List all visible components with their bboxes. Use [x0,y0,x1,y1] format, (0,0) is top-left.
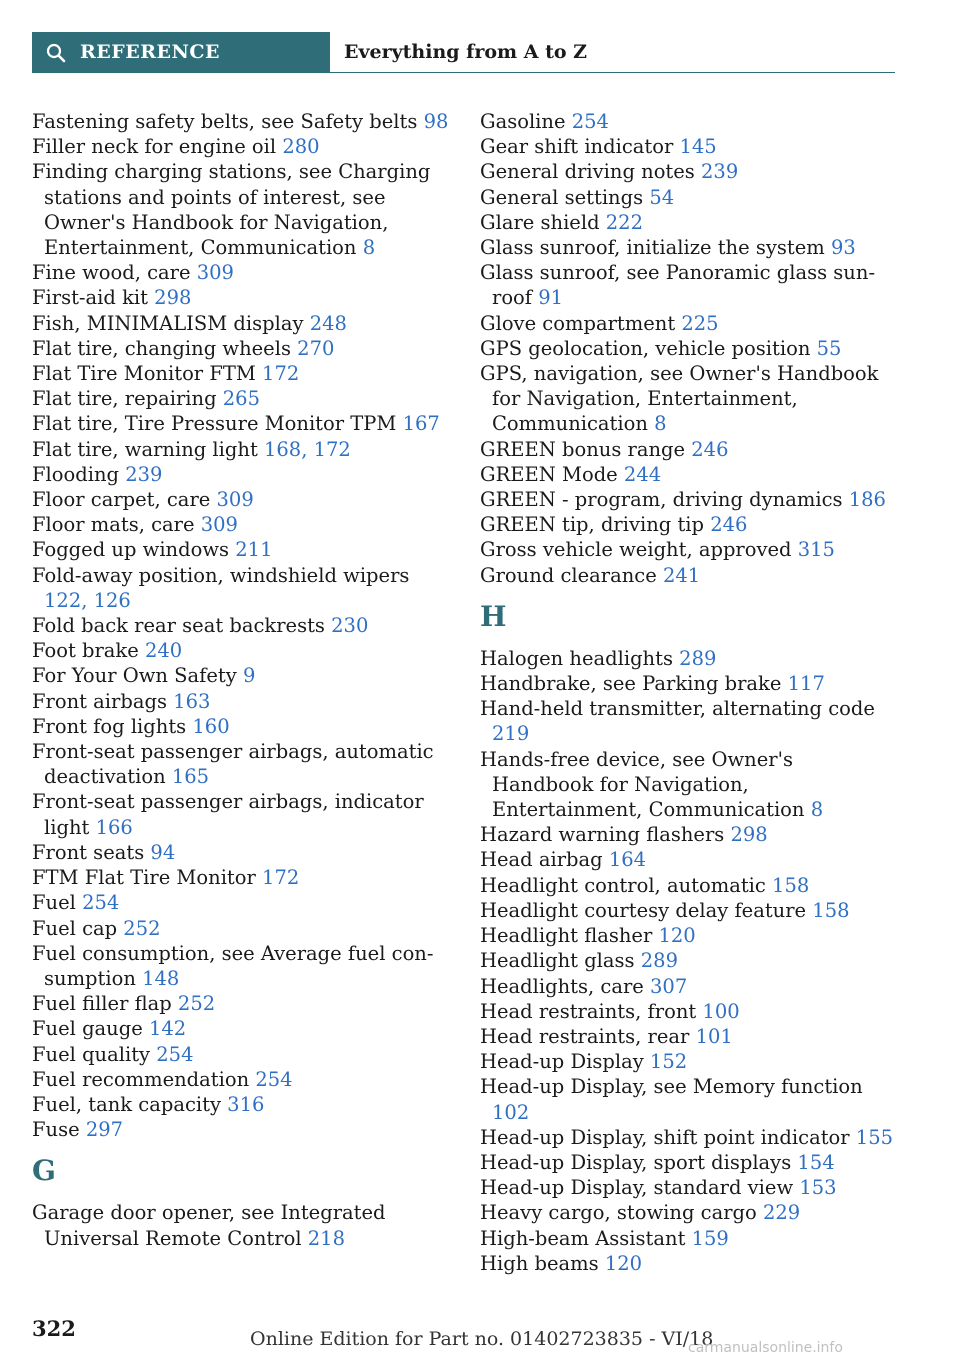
page-reference-link[interactable]: 244 [623,462,662,486]
index-entry [480,1074,895,1124]
page-reference-link[interactable]: 316 [227,1092,265,1116]
index-term: Hand-held transmitter, alternating code [480,697,875,721]
page-reference-link[interactable]: 8 [654,412,667,436]
index-term: Flooding [32,462,126,486]
index-term: Head restraints, front [480,999,703,1023]
page-reference-link[interactable]: 155 [855,1125,894,1149]
index-entry [32,1067,452,1092]
page-reference-link[interactable]: 153 [799,1176,837,1200]
page-reference-link[interactable]: 159 [691,1226,729,1250]
index-term: High beams [480,1251,605,1275]
page-reference-link[interactable]: 94 [150,840,176,864]
page-reference-link[interactable]: 98 [423,110,449,133]
index-term: GREEN bonus range [480,437,692,461]
index-entry [32,865,452,890]
page-reference-link[interactable]: 165 [171,765,210,789]
index-entry [32,991,452,1016]
index-entry [32,487,452,512]
section-letter-h: H [480,599,507,633]
page-reference-link[interactable]: 225 [681,311,719,335]
index-entry [32,638,452,663]
index-entry [32,663,452,688]
index-term: Fine wood, care [32,261,197,285]
index-term: Flat tire, changing wheels [32,336,298,360]
index-term: Fuse [32,1118,86,1142]
index-term: Floor mats, care [32,513,201,537]
index-entry [480,1150,895,1175]
index-term: Finding charging stations, see Charging stations and points of interest, see Owner's Handbook for Navigation, Entertainment, Communication [32,160,431,260]
page-reference-link[interactable]: 222 [605,210,643,234]
reference-tab [32,32,330,72]
index-term: Fish, MINIMALISM display [32,311,310,335]
index-term: Flat tire, warning light [32,437,264,461]
page-reference-link[interactable]: 163 [173,689,211,713]
index-entry [32,840,452,865]
index-term: Fuel filler flap [32,992,178,1016]
page-header [32,32,895,73]
page-reference-link[interactable]: 172 [262,362,300,386]
index-term: Halogen headlights [480,646,680,670]
section-letter-g: G [32,1154,56,1188]
index-term: Headlights, care [480,974,651,998]
page-reference-link[interactable]: 289 [640,949,678,973]
index-term: Glare shield [480,210,606,234]
index-term: Gasoline [480,110,572,133]
index-term: Head restraints, rear [480,1024,696,1048]
index-term: GPS, navigation, see Owner's Handbook for Navigation, Entertainment, Communication [480,362,879,436]
index-entry [480,487,895,512]
index-entry [480,361,895,437]
index-entry [480,646,895,671]
index-term: Head-up Display, shift point indicator [480,1125,856,1149]
page-reference-link[interactable]: 265 [222,387,260,411]
index-term: Flat Tire Monitor FTM [32,362,263,386]
page-reference-link[interactable]: 270 [297,336,335,360]
index-term: Head airbag [480,848,609,872]
index-entry [480,1251,895,1276]
index-entry [480,873,895,898]
index-entry [32,789,452,839]
page-reference-link[interactable]: 248 [309,311,347,335]
index-term: Headlight flasher [480,924,659,948]
index-term: Floor carpet, care [32,488,217,512]
page-reference-link[interactable]: 298 [154,286,192,310]
index-entry [480,210,895,235]
index-entry [32,311,452,336]
page-reference-link[interactable]: 168, 172 [263,437,351,461]
index-term: Headlight courtesy delay feature [480,898,813,922]
page-reference-link[interactable]: 120 [604,1251,643,1275]
page-reference-link[interactable]: 93 [830,236,856,260]
index-term: Fold back rear seat backrests [32,614,332,638]
index-entry [480,923,895,948]
index-entry [32,285,452,310]
index-term: Handbrake, see Parking brake [480,672,788,696]
index-entry [480,1175,895,1200]
index-term: Fold-away position, windshield wipers [32,563,410,587]
index-entry [32,1117,452,1142]
index-term: Fuel recommendation [32,1067,256,1091]
index-entry [32,134,452,159]
index-entry [32,361,452,386]
index-entry [480,437,895,462]
index-entry [480,512,895,537]
index-entry [32,689,452,714]
index-column-right [480,109,895,1276]
index-term: FTM Flat Tire Monitor [32,866,263,890]
page-reference-link[interactable]: 297 [85,1118,124,1142]
index-entry [480,1226,895,1251]
index-entry [32,1200,452,1250]
page-reference-link[interactable]: 309 [196,261,234,285]
index-term: Head-up Display [480,1050,650,1074]
page-reference-link[interactable]: 219 [492,722,530,746]
index-entry [32,386,452,411]
index-entry [32,159,452,260]
page-reference-link[interactable]: 117 [787,672,825,696]
index-term: Fastening safety belts, see Safety belts [32,110,424,133]
index-entry [32,1092,452,1117]
index-entry [32,1042,452,1067]
index-term: Head-up Display, sport displays [480,1150,798,1174]
page-reference-link[interactable]: 252 [177,992,216,1016]
index-term: Glove compartment [480,311,682,335]
index-entry [480,235,895,260]
index-entry [480,185,895,210]
page-reference-link[interactable]: 166 [95,815,133,839]
page-title: Everything from A to Z [344,41,588,63]
page-reference-link[interactable]: 280 [282,135,320,159]
index-entry [480,1024,895,1049]
page-reference-link[interactable]: 158 [772,873,810,897]
page-reference-link[interactable]: 158 [812,898,850,922]
index-term: Fuel cap [32,916,124,940]
page-reference-link[interactable]: 160 [192,714,230,738]
page-reference-link[interactable]: 246 [691,437,729,461]
index-term: Gear shift indicator [480,135,680,159]
index-entry [480,1125,895,1150]
index-term: Fuel gauge [32,1017,149,1041]
index-term: Foot brake [32,639,145,663]
index-entry [480,563,895,588]
index-entry [32,916,452,941]
index-entry [32,109,452,134]
page-reference-link[interactable]: 101 [695,1024,733,1048]
page-reference-link[interactable]: 309 [200,513,238,537]
index-term: Head-up Display, standard view [480,1176,800,1200]
index-entry [32,613,452,638]
index-term: GREEN - program, driving dynamics [480,488,849,512]
index-entry [480,462,895,487]
page-reference-link[interactable]: 315 [797,538,835,562]
index-term: Head-up Display, see Memory function [480,1075,863,1099]
page-reference-link[interactable]: 254 [156,1042,194,1066]
page-number: 322 [32,1316,76,1341]
index-entry [480,696,895,746]
index-term: Gross vehicle weight, approved [480,538,798,562]
page-reference-link[interactable]: 154 [797,1150,835,1174]
index-term: Front airbags [32,689,174,713]
page-reference-link[interactable]: 9 [242,664,256,688]
index-term: Heavy cargo, stowing cargo [480,1201,763,1225]
page-reference-link[interactable]: 298 [730,823,768,847]
page-reference-link[interactable]: 91 [538,286,564,310]
page-reference-link[interactable]: 8 [810,798,824,822]
page-reference-link[interactable]: 167 [402,412,440,436]
index-column-left [32,109,452,1251]
index-entry [32,336,452,361]
page-reference-link[interactable]: 211 [235,538,273,562]
page-reference-link[interactable]: 172 [262,866,300,890]
index-entry [480,537,895,562]
page-reference-link[interactable]: 55 [816,336,842,360]
index-term: GREEN Mode [480,462,624,486]
index-term: Glass sunroof, see Panoramic glass sunroof [480,261,876,310]
index-entry [480,1049,895,1074]
index-entry [32,437,452,462]
page-reference-link[interactable]: 152 [649,1050,688,1074]
index-entry [480,159,895,184]
page-reference-link[interactable]: 252 [123,916,161,940]
page-reference-link[interactable]: 254 [571,110,609,133]
index-term: Hazard warning flashers [480,823,731,847]
page-reference-link[interactable]: 241 [662,563,701,587]
page-reference-link[interactable]: 218 [307,1226,345,1250]
index-entry [32,537,452,562]
index-term: Garage door opener, see Integrated Universal Remote Control [32,1201,386,1250]
index-term: High-beam Assistant [480,1226,692,1250]
index-term: Front-seat passenger airbags, automatic deactivation [32,740,434,789]
index-entry [32,739,452,789]
index-entry [480,822,895,847]
reference-label: REFERENCE [80,41,220,63]
index-entry [480,109,895,134]
index-entry [480,898,895,923]
index-entry [32,462,452,487]
index-term: Fuel quality [32,1042,157,1066]
page-reference-link[interactable]: 239 [125,462,163,486]
index-term: Fuel [32,891,83,915]
index-term: GPS geolocation, vehicle position [480,336,817,360]
page-reference-link[interactable]: 240 [144,639,183,663]
index-term: Ground clearance [480,563,663,587]
index-term: Hands-free device, see Owner's Handbook for Navigation, Entertainment, Communication [480,747,811,822]
index-term: Filler neck for engine oil [32,135,283,159]
index-entry [32,890,452,915]
index-term: General driving notes [480,160,702,184]
index-term: Front seats [32,840,151,864]
index-entry [32,1016,452,1041]
index-entry [480,974,895,999]
page-reference-link[interactable]: 122, 126 [44,588,131,612]
index-entry [32,260,452,285]
page-reference-link[interactable]: 239 [701,160,739,184]
page-reference-link[interactable]: 142 [148,1017,187,1041]
page-reference-link[interactable]: 102 [492,1100,530,1124]
page-reference-link[interactable]: 246 [710,513,748,537]
index-entry [480,260,895,310]
page-reference-link[interactable]: 309 [216,488,254,512]
index-entry [480,311,895,336]
page-reference-link[interactable]: 8 [362,236,376,260]
index-term: Headlight control, automatic [480,873,773,897]
index-term: First-aid kit [32,286,155,310]
index-term: Flat tire, Tire Pressure Monitor TPM [32,412,403,436]
index-term: Flat tire, repairing [32,387,223,411]
index-term: GREEN tip, driving tip [480,513,711,537]
index-entry [480,847,895,872]
watermark: carmanualsonline.info [688,1340,843,1356]
index-term: Fogged up windows [32,538,236,562]
index-term: Fuel consumption, see Average fuel consumption [32,941,434,990]
index-term: For Your Own Safety [32,664,243,688]
index-entry [480,336,895,361]
page-reference-link[interactable]: 164 [608,848,647,872]
index-entry [32,941,452,991]
page-reference-link[interactable]: 148 [142,966,180,990]
page-reference-link[interactable]: 307 [650,974,688,998]
page-reference-link[interactable]: 229 [762,1201,801,1225]
index-term: Headlight glass [480,949,641,973]
page-reference-link[interactable]: 100 [702,999,740,1023]
page-reference-link[interactable]: 54 [649,185,675,209]
index-entry [32,411,452,436]
index-entry [32,714,452,739]
page-reference-link[interactable]: 289 [679,646,717,670]
page-reference-link[interactable]: 145 [679,135,717,159]
index-entry [480,948,895,973]
index-term: Front fog lights [32,714,193,738]
page-reference-link[interactable]: 186 [848,488,886,512]
page-reference-link[interactable]: 254 [255,1067,293,1091]
index-entry [32,512,452,537]
search-icon [46,43,66,63]
index-entry [480,671,895,696]
index-entry [480,747,895,823]
edition-footer: Online Edition for Part no. 01402723835 - VI/18 [250,1328,714,1350]
index-term: General settings [480,185,650,209]
page-reference-link[interactable]: 254 [82,891,120,915]
index-term: Front-seat passenger airbags, indicator light [32,790,424,839]
index-entry [480,999,895,1024]
page-reference-link[interactable]: 230 [331,614,369,638]
index-entry [32,563,452,613]
index-term: Glass sunroof, initialize the system [480,236,831,260]
index-term: Fuel, tank capacity [32,1092,228,1116]
index-entry [480,134,895,159]
index-entry [480,1200,895,1225]
page-reference-link[interactable]: 120 [658,924,696,948]
